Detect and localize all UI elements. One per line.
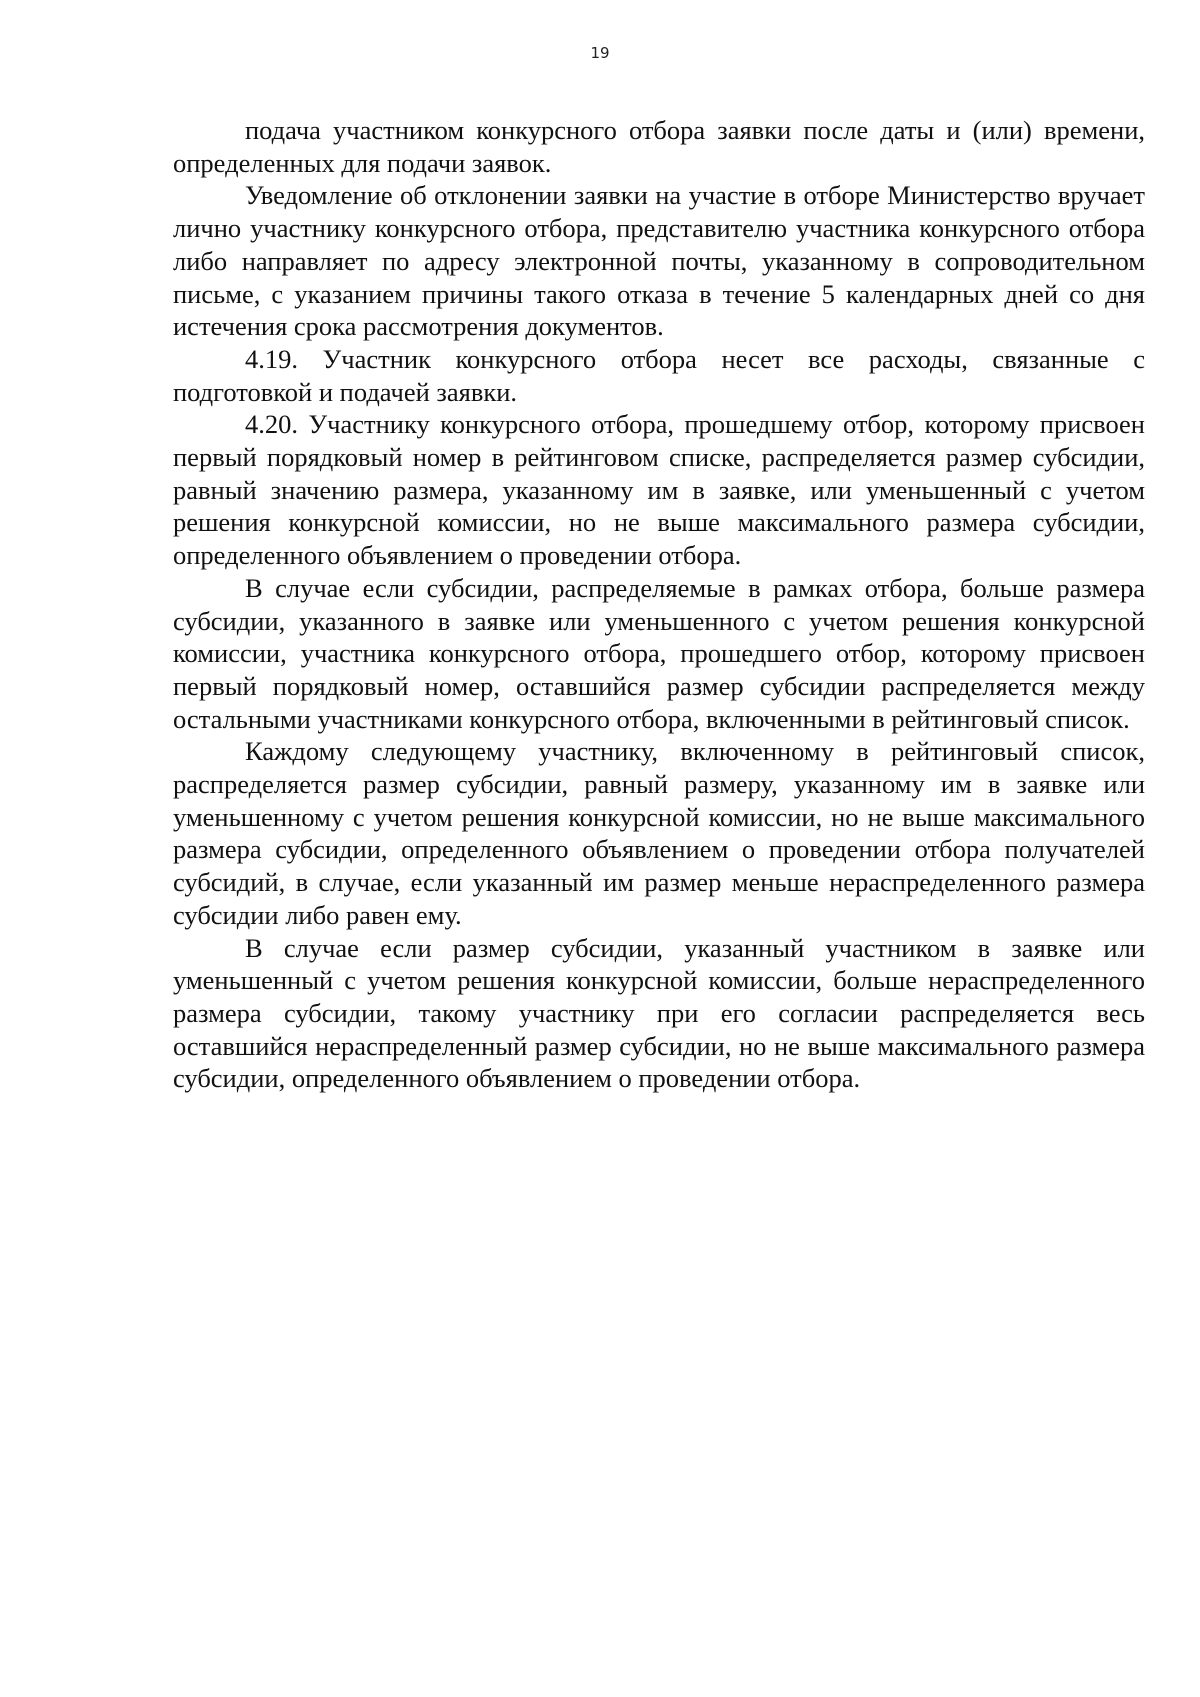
paragraph-each-next-participant: Каждому следующему участнику, включенному в рейтинговый список, распределяется размер субсидии, равный размеру, указанному им в заявке или уменьшенному с учетом решения конкурсной комиссии, но не выше максимального размера субсидии, определенного объявлением о проведении отбора получателей субсидий, в случае, если указанный им размер меньше нераспределенного размера субсидии либо равен ему. (173, 736, 1145, 930)
paragraph-4-20: 4.20. Участнику конкурсного отбора, прошедшему отбор, которому присвоен первый порядковый номер в рейтинговом списке, распределяется размер субсидии, равный значению размера, указанному им в заявке, или уменьшенный с учетом решения конкурсной комиссии, но не выше максимального размера субсидии, определенного объявлением о проведении отбора. (173, 409, 1145, 571)
paragraph-4-19: 4.19. Участник конкурсного отбора несет все расходы, связанные с подготовкой и подачей заявки. (173, 343, 1145, 407)
paragraph-remaining-distribution: В случае если субсидии, распределяемые в рамках отбора, больше размера субсидии, указанного в заявке или уменьшенного с учетом решения конкурсной комиссии, участника конкурсного отбора, прошедшего отбор, которому присвоен первый порядковый номер, оставшийся размер субсидии распределяется между остальными участниками конкурсного отбора, включенными в рейтинговый список. (173, 572, 1145, 734)
paragraph-rejection-notice: Уведомление об отклонении заявки на участие в отборе Министерство вручает лично участнику конкурсного отбора, представителю участника конкурсного отбора либо направляет по адресу электронной почты, указанному в сопроводительном письме, с указанием причины такого отказа в течение 5 календарных дней со дня истечения срока рассмотрения документов. (173, 180, 1145, 342)
paragraph-continuation: подача участником конкурсного отбора заявки после даты и (или) времени, определенных для подачи заявок. (173, 115, 1145, 178)
document-body (173, 114, 1145, 1095)
paragraph-exceeding-size: В случае если размер субсидии, указанный участником в заявке или уменьшенный с учетом решения конкурсной комиссии, больше нераспределенного размера субсидии, такому участнику при его согласии распределяется весь оставшийся нераспределенный размер субсидии, но не выше максимального размера субсидии, определенного объявлением о проведении отбора. (173, 932, 1145, 1094)
page-number: 19 (590, 44, 610, 62)
